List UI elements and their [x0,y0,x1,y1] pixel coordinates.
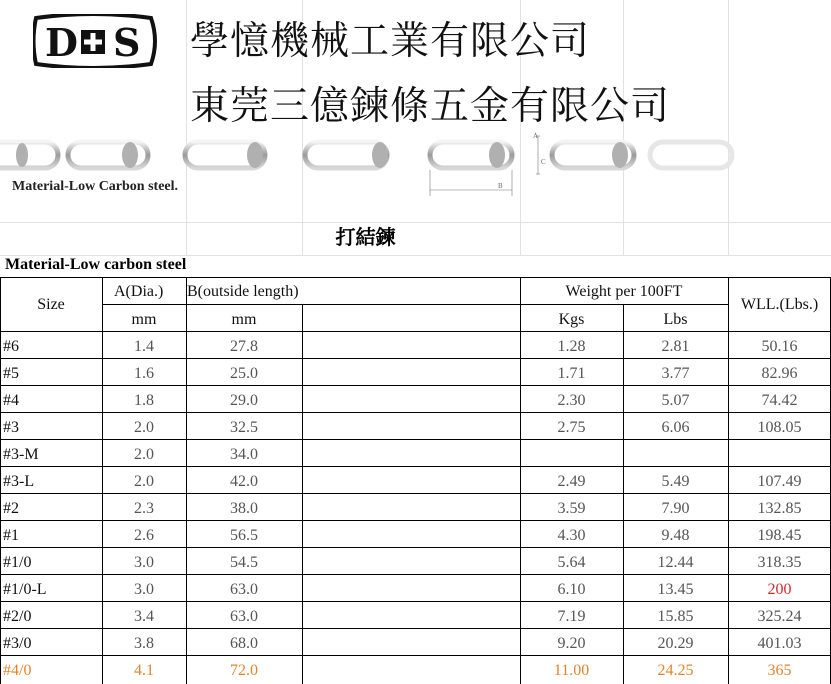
table-border [0,385,831,386]
cell-b: 38.0 [230,500,258,517]
cell-lbs: 2.81 [661,338,690,355]
cell-kgs: 6.10 [557,581,586,598]
cell-a: 4.1 [134,662,154,679]
cell-a: 3.4 [134,608,154,625]
table-border [0,520,831,521]
header-b-length: B(outside length) [187,284,299,300]
cell-kgs: 7.19 [557,608,586,625]
cell-a: 1.6 [134,365,154,382]
table-border [520,304,728,305]
table-border [302,304,303,684]
table-border [0,466,831,467]
cell-a: 3.0 [134,581,154,598]
table-border [0,331,831,332]
cell-size: #3/0 [3,635,32,652]
cell-b: 32.5 [230,419,258,436]
cell-b: 68.0 [230,635,258,652]
cell-lbs: 15.85 [657,608,694,625]
cell-wll: 50.16 [761,338,798,355]
cell-lbs: 3.77 [661,365,690,382]
cell-lbs: 13.45 [657,581,694,598]
cell-size: #3-L [3,473,35,490]
svg-text:D: D [45,20,78,65]
cell-kgs: 4.30 [557,527,586,544]
table-border [0,574,831,575]
cell-wll: 200 [767,581,792,598]
header-mm-a: mm [131,311,157,328]
cell-a: 1.8 [134,392,154,409]
header-mm-b: mm [231,311,257,328]
cell-kgs: 3.59 [557,500,586,517]
cell-b: 63.0 [230,581,258,598]
table-border [0,277,1,684]
cell-b: 63.0 [230,608,258,625]
cell-lbs: 24.25 [657,662,694,679]
company-name-line2: 東莞三億鍊條五金有限公司 [190,84,671,129]
header-a-dia: A(Dia.) [114,283,164,300]
table-border [102,304,521,305]
cell-wll: 108.05 [757,419,802,436]
cell-size: #3-M [3,446,39,463]
cell-wll: 107.49 [757,473,802,490]
cell-wll: 365 [767,662,792,679]
cell-a: 2.3 [134,500,154,517]
cell-wll: 198.45 [757,527,802,544]
gridline [186,0,187,256]
cell-a: 3.8 [134,635,154,652]
cell-size: #4 [3,392,19,409]
table-border [0,439,831,440]
cell-size: #6 [3,338,19,355]
cell-kgs: 9.20 [557,635,586,652]
header-lbs: Lbs [663,311,688,328]
cell-lbs: 20.29 [657,635,694,652]
cell-size: #2 [3,500,19,517]
cell-size: #1/0 [3,554,32,571]
material-note: Material-Low carbon steel [5,256,187,273]
material-caption: Material-Low Carbon steel. [12,179,179,194]
header-weight: Weight per 100FT [565,283,683,300]
cell-kgs: 1.28 [557,338,586,355]
table-border [0,277,831,278]
cell-wll: 132.85 [757,500,802,517]
cell-size: #1 [3,527,19,544]
header-kgs: Kgs [558,311,585,328]
table-border [0,493,831,494]
cell-wll: 82.96 [761,365,798,382]
cell-a: 3.0 [134,554,154,571]
cell-a: 2.0 [134,419,154,436]
company-logo [33,14,159,68]
cell-wll: 318.35 [757,554,802,571]
dim-a-label: A [533,132,539,140]
cell-lbs: 12.44 [657,554,694,571]
table-border [0,655,831,656]
table-border [623,304,624,684]
cell-b: 56.5 [230,527,258,544]
cell-a: 2.0 [134,446,154,463]
cell-size: #2/0 [3,608,32,625]
table-border [0,358,831,359]
cell-size: #4/0 [3,662,32,679]
cell-a: 1.4 [134,338,154,355]
cell-lbs: 7.90 [661,500,690,517]
header-size: Size [37,296,65,313]
cell-wll: 74.42 [761,392,798,409]
cell-b: 27.8 [230,338,258,355]
cell-a: 2.6 [134,527,154,544]
cell-wll: 325.24 [757,608,802,625]
cell-b: 25.0 [230,365,258,382]
cell-b: 72.0 [230,662,258,679]
cell-kgs: 11.00 [553,662,590,679]
company-name-line1: 學憶機械工業有限公司 [190,19,591,64]
cell-a: 2.0 [134,473,154,490]
header-wll: WLL.(Lbs.) [740,296,819,313]
cell-size: #5 [3,365,19,382]
table-border [0,547,831,548]
cell-size: #1/0-L [3,581,47,598]
table-border [0,601,831,602]
cell-b: 54.5 [230,554,258,571]
cell-b: 34.0 [230,446,258,463]
cell-b: 29.0 [230,392,258,409]
svg-text:S: S [113,20,141,65]
cell-lbs: 9.48 [661,527,690,544]
cell-kgs: 1.71 [557,365,586,382]
cell-lbs: 5.49 [661,473,690,490]
table-border [0,412,831,413]
cell-b: 42.0 [230,473,258,490]
cell-lbs: 5.07 [661,392,690,409]
dim-c-label: C [541,158,546,166]
cell-lbs: 6.06 [661,419,690,436]
cell-kgs: 2.49 [557,473,586,490]
table-border [0,628,831,629]
cell-kgs: 5.64 [557,554,586,571]
dim-b-label: B [498,182,503,190]
gridline [728,0,729,256]
product-title: 打結鍊 [335,225,396,249]
cell-kgs: 2.75 [557,419,586,436]
cell-kgs: 2.30 [557,392,586,409]
cell-wll: 401.03 [757,635,802,652]
cell-size: #3 [3,419,19,436]
